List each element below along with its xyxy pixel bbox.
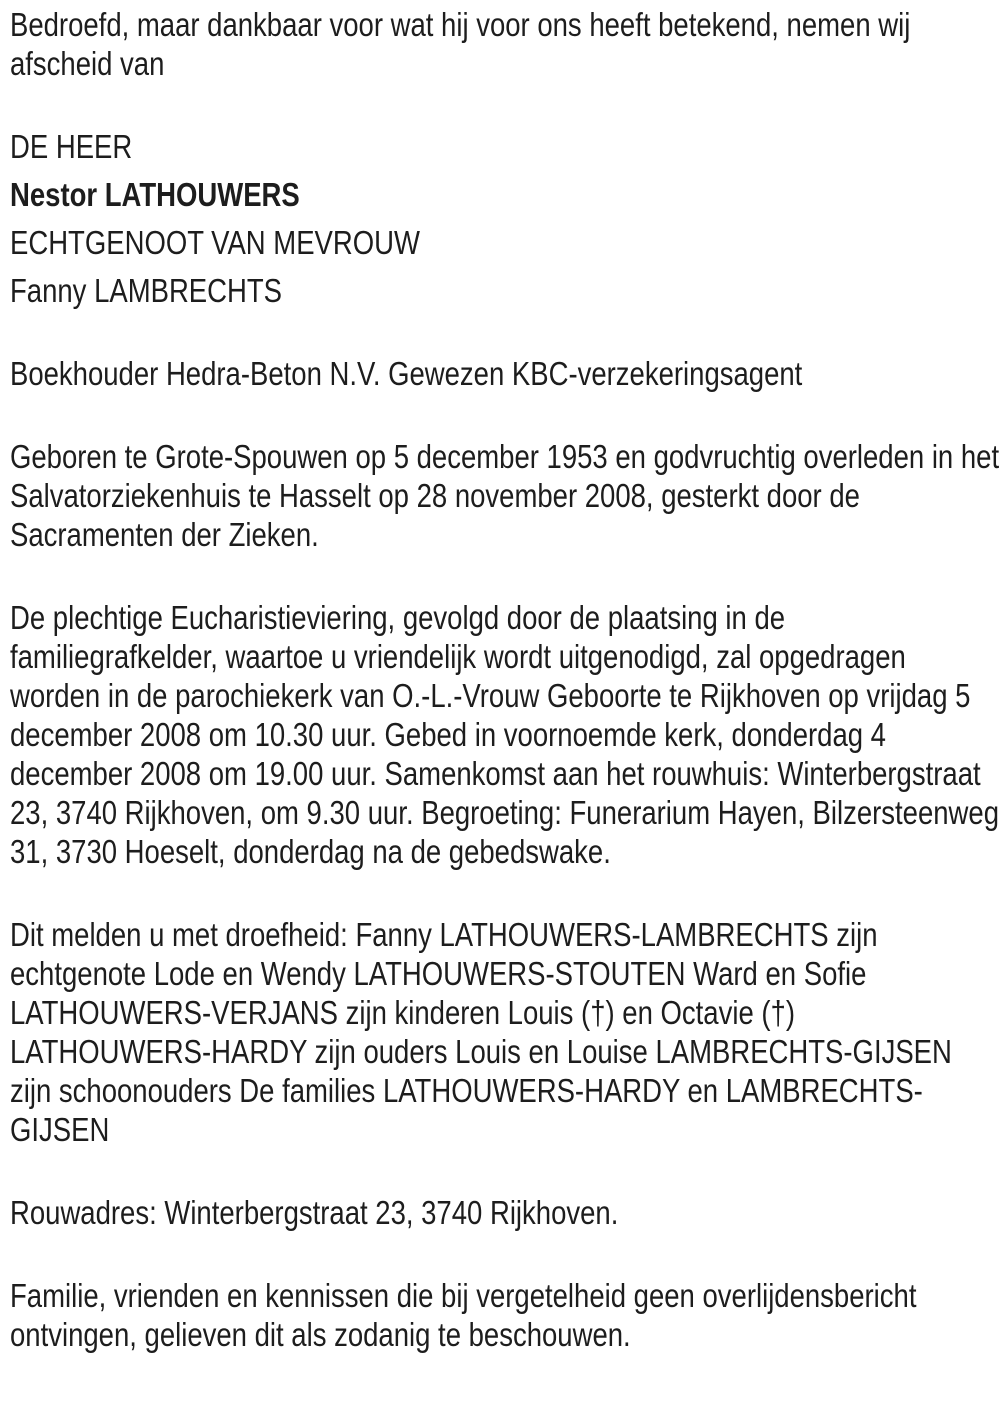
profession-text: Boekhouder Hedra-Beton N.V. Gewezen KBC-verzekeringsagent — [9, 355, 803, 392]
relatives-text: Dit melden u met droefheid: Fanny LATHOUWERS-LAMBRECHTS zijn echtgenote Lode en Wendy LATHOUWERS-STOUTEN Ward en Sofie LATHOUWERS-VERJANS zijn kinderen Louis (†) en Octavie (†) LATHOUWERS-HARDY zijn ouders Louis en Louise LAMBRECHTS-GIJSEN zijn schoonouders De families LATHOUWERS-HARDY en LAMBRECHTS-GIJSEN — [9, 916, 952, 1148]
birth-death-text: Geboren te Grote-Spouwen op 5 december 1953 en godvruchtig overleden in het Salvatorziekenhuis te Hasselt op 28 november 2008, gesterkt door de Sacramenten der Zieken. — [9, 438, 1000, 553]
mourning-address-text: Rouwadres: Winterbergstraat 23, 3740 Rijkhoven. — [9, 1194, 619, 1231]
deceased-header — [10, 127, 1000, 310]
ceremony-text: De plechtige Eucharistieviering, gevolgd door de plaatsing in de familiegrafkelder, waartoe u vriendelijk wordt uitgenodigd, zal opgedragen worden in de parochiekerk van O.-L.-Vrouw Geboorte te Rijkhoven op vrijdag 5 december 2008 om 10.30 uur. Gebed in voornoemde kerk, donderdag 4 december 2008 om 19.00 uur. Samenkomst aan het rouwhuis: Winterbergstraat 23, 3740 Rijkhoven, om 9.30 uur. Begroeting: Funerarium Hayen, Bilzersteenweg 31, 3730 Hoeselt, donderdag na de gebedswake. — [9, 599, 999, 870]
intro-text: Bedroefd, maar dankbaar voor wat hij voor ons heeft betekend, nemen wij afscheid van — [9, 6, 911, 82]
death-announcement — [10, 5, 1000, 1354]
spouse-prefix: ECHTGENOOT VAN MEVROUW — [9, 224, 420, 261]
spouse-name: Fanny LAMBRECHTS — [9, 272, 283, 309]
closing-text: Familie, vrienden en kennissen die bij vergetelheid geen overlijdensbericht ontvingen, gelieven dit als zodanig te beschouwen. — [9, 1277, 917, 1353]
deceased-name: Nestor LATHOUWERS — [9, 176, 300, 213]
honorific: DE HEER — [9, 128, 133, 165]
